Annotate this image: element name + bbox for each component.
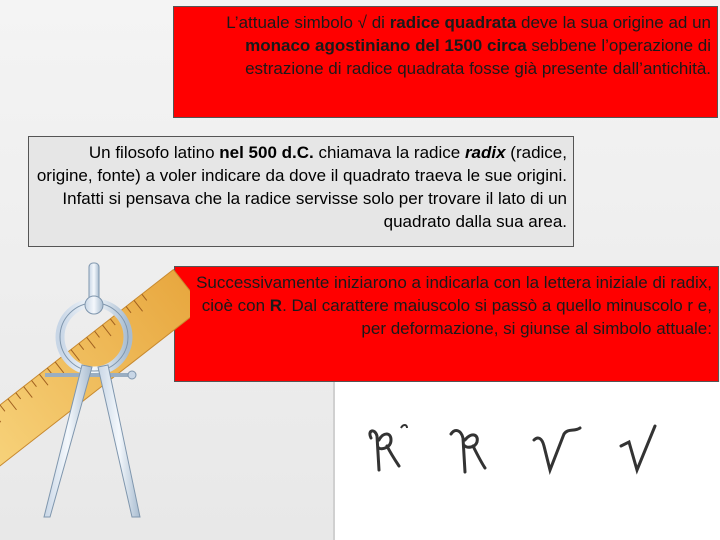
evolution-text-2: . Dal carattere maiuscolo si passò a quello minuscolo r e, per deformazione, si giunse al simbolo attuale: bbox=[282, 296, 712, 338]
handwritten-r-variant-glyph bbox=[443, 420, 505, 480]
root-symbol: √ bbox=[357, 13, 367, 32]
radix-text-3: (radice, origine, fonte) a voler indicare da dove il quadrato traeva le sue origini. Infatti si pensava che la radice servisse solo per trovare il lato di un quadrato dalla sua area. bbox=[36, 143, 567, 231]
origin-bold-1: radice quadrata bbox=[389, 13, 517, 32]
evolution-bold-r: R bbox=[269, 296, 283, 315]
origin-text-1: L’attuale simbolo bbox=[226, 13, 358, 32]
radix-text-1: Un filosofo latino bbox=[88, 143, 220, 162]
radix-text-2: chiamava la radice bbox=[313, 143, 465, 162]
evolution-text-1: Successivamente iniziarono a indicarla con la lettera iniziale di radix, cioè con bbox=[196, 273, 712, 315]
root-symbol-evolution-strip bbox=[333, 382, 720, 540]
origin-bold-2: monaco agostiniano del 1500 circa bbox=[245, 36, 527, 55]
compass-ruler-illustration bbox=[0, 255, 190, 540]
radix-bold-1: nel 500 d.C. bbox=[219, 143, 314, 162]
modern-root-glyph bbox=[613, 420, 675, 480]
transitional-root-glyph bbox=[528, 420, 590, 480]
origin-text-box bbox=[173, 6, 718, 118]
origin-text-4: sebbene l’operazione di estrazione di radice quadrata fosse già presente dall’antichità. bbox=[245, 36, 711, 78]
radix-word: radix bbox=[464, 143, 506, 162]
radix-text-box bbox=[28, 136, 574, 247]
strip-divider bbox=[333, 382, 335, 540]
handwritten-r-glyph bbox=[361, 420, 423, 480]
origin-text-2: di bbox=[367, 13, 390, 32]
origin-text-3: deve la sua origine ad un bbox=[516, 13, 711, 32]
evolution-text-box bbox=[174, 266, 719, 382]
